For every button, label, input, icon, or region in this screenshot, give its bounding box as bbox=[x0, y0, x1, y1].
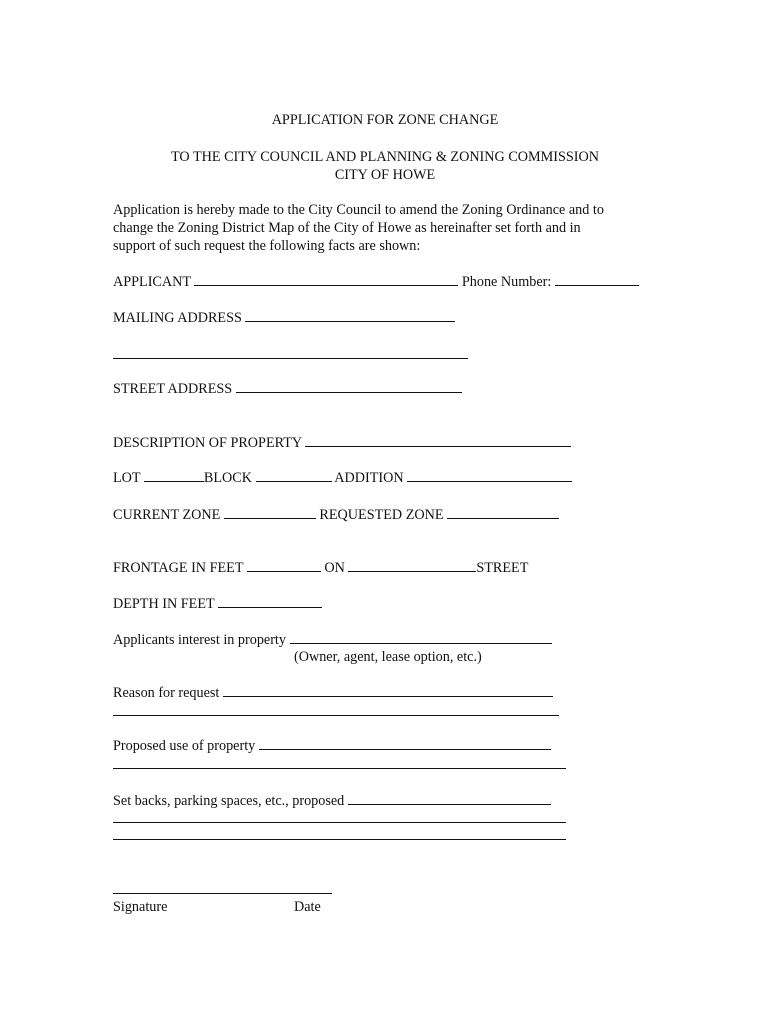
requested-zone-label: REQUESTED ZONE bbox=[319, 507, 444, 523]
mailing-address-field[interactable] bbox=[245, 308, 455, 322]
intro-line-1: Application is hereby made to the City Council to amend the Zoning Ordinance and to bbox=[113, 202, 604, 218]
interest-field[interactable] bbox=[290, 630, 552, 644]
description-label: DESCRIPTION OF PROPERTY bbox=[113, 435, 302, 451]
interest-hint: (Owner, agent, lease option, etc.) bbox=[294, 649, 482, 665]
current-zone-label: CURRENT ZONE bbox=[113, 507, 221, 523]
requested-zone-field[interactable] bbox=[447, 505, 559, 519]
lot-field[interactable] bbox=[144, 468, 204, 482]
setbacks-field-line-2[interactable] bbox=[113, 822, 566, 823]
proposed-use-field-line-2[interactable] bbox=[113, 768, 566, 769]
mailing-address-row bbox=[113, 308, 455, 327]
current-zone-field[interactable] bbox=[224, 505, 316, 519]
phone-label: Phone Number: bbox=[461, 274, 552, 290]
street-address-label: STREET ADDRESS bbox=[113, 381, 233, 397]
phone-field[interactable] bbox=[555, 272, 639, 286]
zone-row bbox=[113, 505, 559, 524]
street-address-field[interactable] bbox=[236, 379, 462, 393]
description-row bbox=[113, 433, 571, 452]
form-title: APPLICATION FOR ZONE CHANGE bbox=[271, 112, 499, 128]
reason-field[interactable] bbox=[223, 683, 553, 697]
mailing-address-label: MAILING ADDRESS bbox=[113, 310, 242, 326]
applicant-field[interactable] bbox=[194, 272, 458, 286]
setbacks-field-line-3[interactable] bbox=[113, 839, 566, 840]
street-label: STREET bbox=[476, 560, 529, 576]
reason-row bbox=[113, 683, 553, 702]
proposed-use-row bbox=[113, 736, 551, 755]
proposed-use-label: Proposed use of property bbox=[113, 738, 256, 754]
reason-label: Reason for request bbox=[113, 685, 220, 701]
addition-field[interactable] bbox=[407, 468, 572, 482]
depth-field[interactable] bbox=[218, 594, 322, 608]
addition-label: ADDITION bbox=[334, 470, 404, 486]
addressee-line-1: TO THE CITY COUNCIL AND PLANNING & ZONING COMMISSION bbox=[171, 149, 599, 165]
intro-line-2: change the Zoning District Map of the City of Howe as hereinafter set forth and in bbox=[113, 220, 581, 236]
intro-line-3: support of such request the following facts are shown: bbox=[113, 238, 421, 254]
block-field[interactable] bbox=[256, 468, 332, 482]
frontage-row bbox=[113, 558, 528, 577]
applicant-row bbox=[113, 272, 639, 291]
street-address-row bbox=[113, 379, 462, 398]
applicant-label: APPLICANT bbox=[113, 274, 191, 290]
description-field[interactable] bbox=[305, 433, 571, 447]
depth-row bbox=[113, 594, 322, 613]
interest-row bbox=[113, 630, 552, 649]
lot-block-row bbox=[113, 468, 572, 487]
depth-label: DEPTH IN FEET bbox=[113, 596, 215, 612]
setbacks-label: Set backs, parking spaces, etc., proposed bbox=[113, 793, 345, 809]
setbacks-row bbox=[113, 791, 551, 810]
signature-field[interactable] bbox=[113, 893, 332, 894]
street-name-field[interactable] bbox=[348, 558, 476, 572]
reason-field-line-2[interactable] bbox=[113, 715, 559, 716]
proposed-use-field[interactable] bbox=[259, 736, 551, 750]
mailing-address-field-line-2[interactable] bbox=[113, 358, 468, 359]
date-label: Date bbox=[294, 899, 321, 915]
lot-label: LOT bbox=[113, 470, 141, 486]
on-label: ON bbox=[324, 560, 345, 576]
frontage-label: FRONTAGE IN FEET bbox=[113, 560, 244, 576]
block-label: BLOCK bbox=[203, 470, 252, 486]
frontage-field[interactable] bbox=[247, 558, 321, 572]
setbacks-field[interactable] bbox=[348, 791, 551, 805]
addressee-line-2: CITY OF HOWE bbox=[334, 167, 436, 183]
signature-label: Signature bbox=[113, 899, 168, 915]
interest-label: Applicants interest in property bbox=[113, 632, 286, 648]
